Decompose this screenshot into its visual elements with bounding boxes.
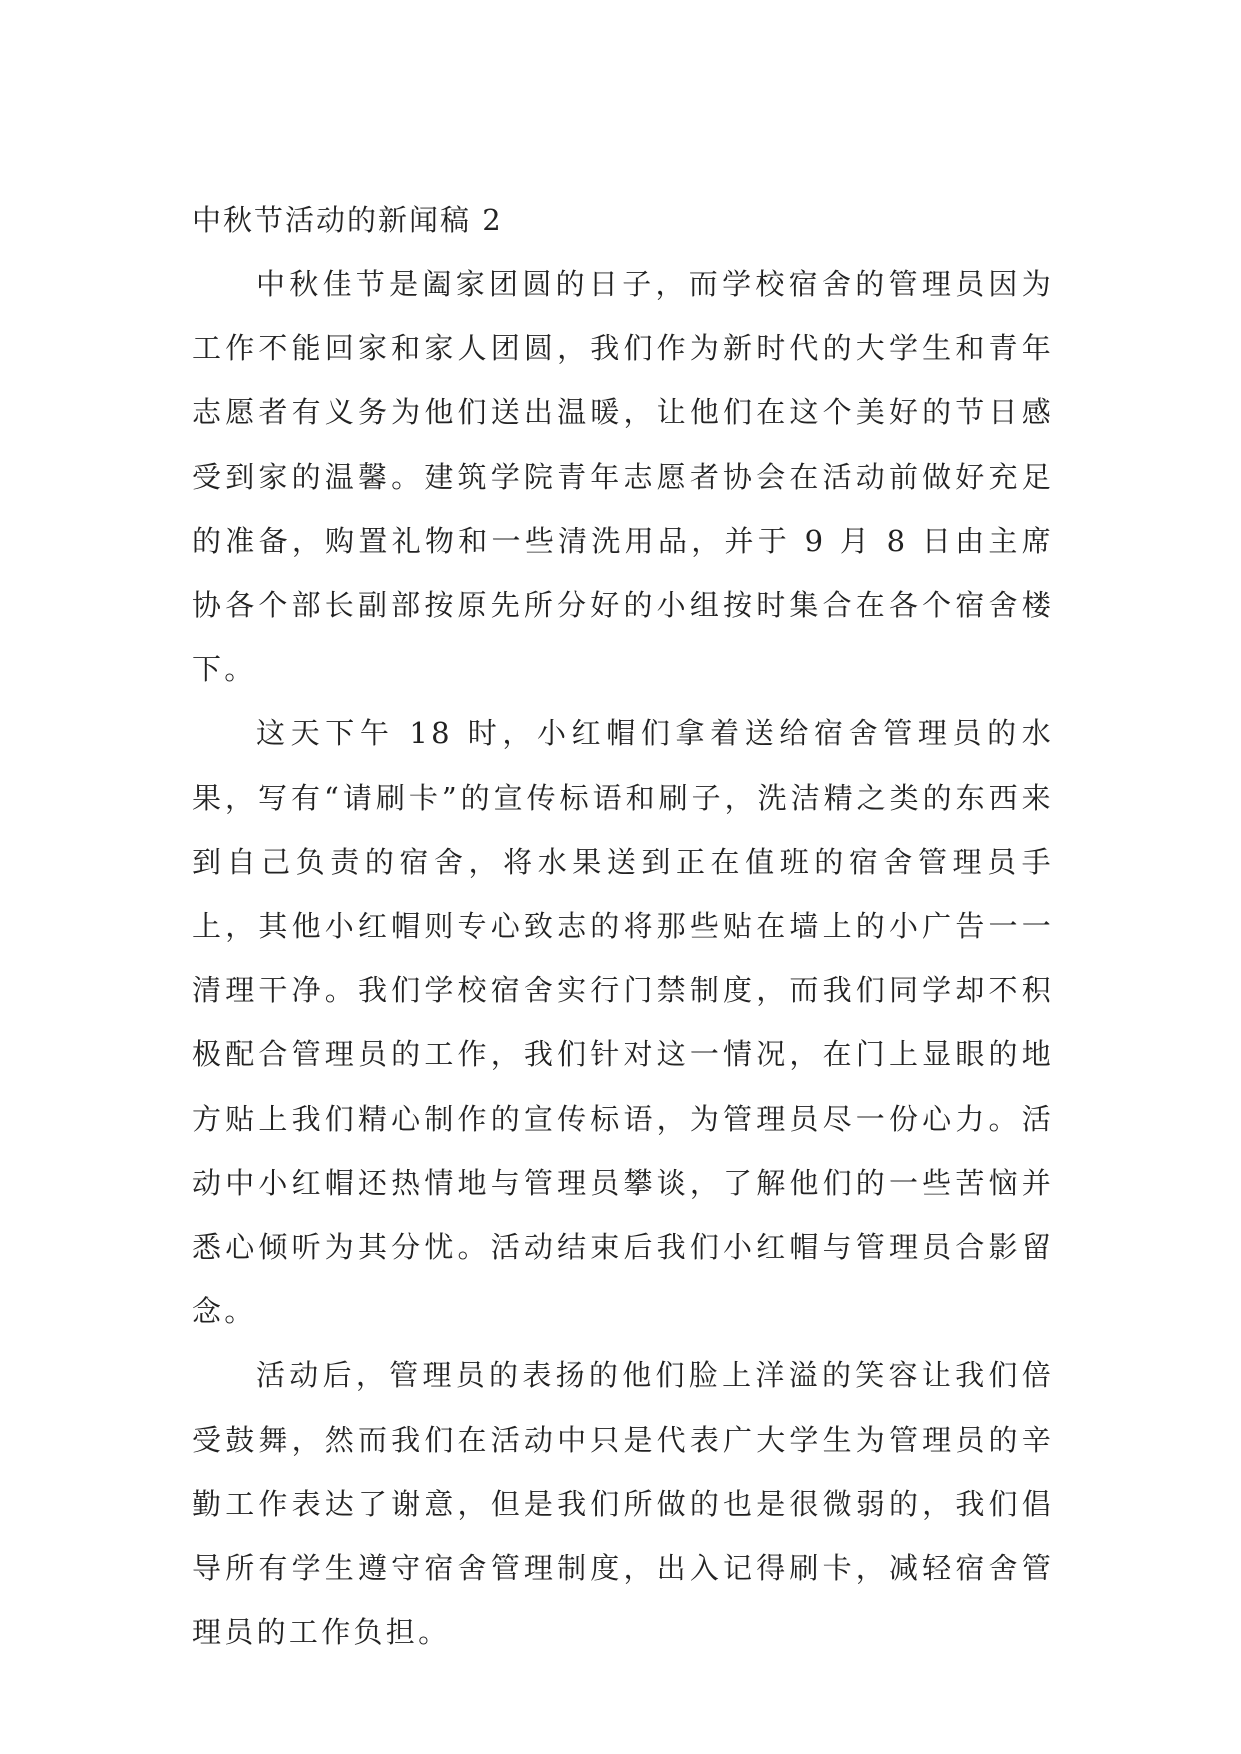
document-title: 中秋节活动的新闻稿 2 [192, 203, 503, 237]
paragraph-3: 活动后，管理员的表扬的他们脸上洋溢的笑容让我们倍受鼓舞，然而我们在活动中只是代表广大学生为管理员的辛勤工作表达了谢意，但是我们所做的也是很微弱的，我们倡导所有学生遵守宿舍管理制度，出入记得刷卡，减轻宿舍管理员的工作负担。 [192, 1358, 1054, 1650]
paragraph-2: 这天下午 18 时，小红帽们拿着送给宿舍管理员的水果，写有“请刷卡”的宣传标语和刷子，洗洁精之类的东西来到自己负责的宿舍，将水果送到正在值班的宿舍管理员手上，其他小红帽则专心致志的将那些贴在墙上的小广告一一清理干净。我们学校宿舍实行门禁制度，而我们同学却不积极配合管理员的工作，我们针对这一情况，在门上显眼的地方贴上我们精心制作的宣传标语，为管理员尽一份心力。活动中小红帽还热情地与管理员攀谈，了解他们的一些苦恼并悉心倾听为其分忧。活动结束后我们小红帽与管理员合影留念。 [192, 716, 1054, 1329]
document-body [192, 188, 1054, 1664]
paragraph-1: 中秋佳节是阖家团圆的日子，而学校宿舍的管理员因为工作不能回家和家人团圆，我们作为新时代的大学生和青年志愿者有义务为他们送出温暖，让他们在这个美好的节日感受到家的温馨。建筑学院青年志愿者协会在活动前做好充足的准备，购置礼物和一些清洗用品，并于 9 月 8 日由主席协各个部长副部按原先所分好的小组按时集合在各个宿舍楼下。 [192, 267, 1054, 687]
